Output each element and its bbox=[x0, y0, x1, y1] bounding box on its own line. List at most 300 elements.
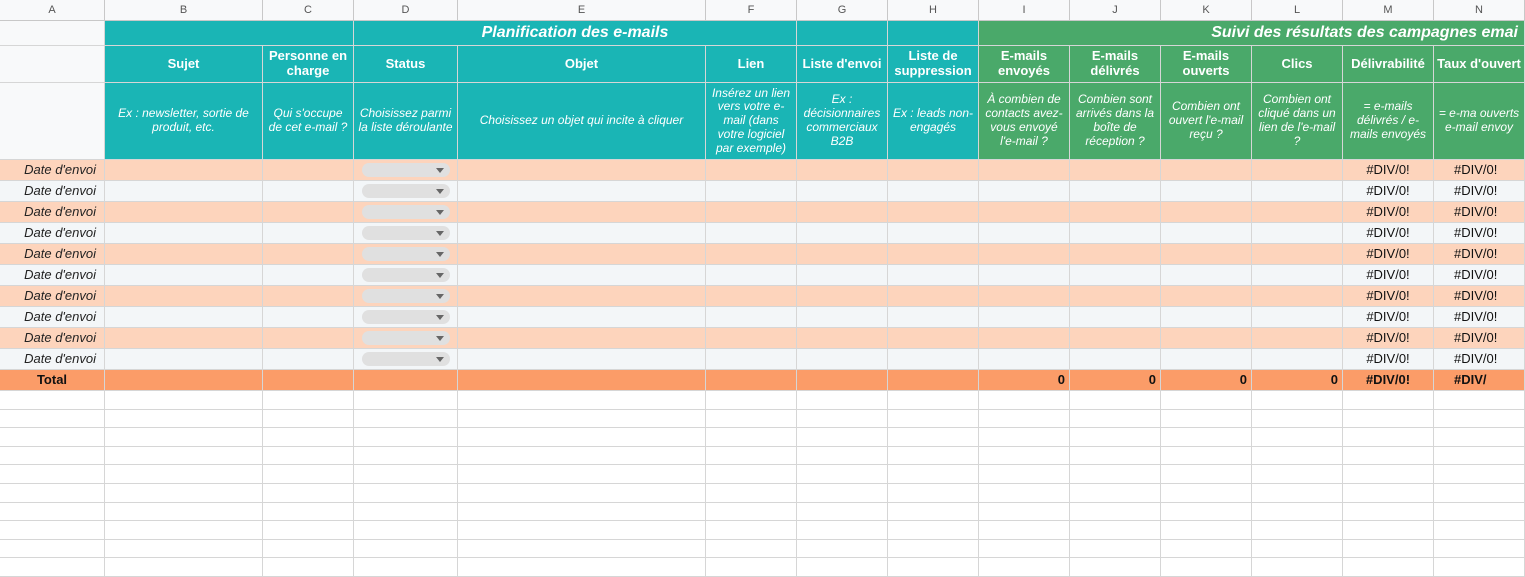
empty-cell[interactable] bbox=[354, 428, 458, 447]
empty-cell[interactable] bbox=[706, 521, 797, 540]
empty-cell[interactable] bbox=[1343, 410, 1434, 429]
column-header-C[interactable]: C bbox=[263, 0, 354, 21]
cell-deliverability[interactable]: #DIV/0! bbox=[1343, 307, 1434, 328]
column-header-K[interactable]: K bbox=[1161, 0, 1252, 21]
cell-owner[interactable] bbox=[263, 265, 354, 286]
column-header-E[interactable]: E bbox=[458, 0, 706, 21]
cell-send-list[interactable] bbox=[797, 307, 888, 328]
row-date-label[interactable]: Date d'envoi bbox=[0, 349, 105, 370]
empty-cell[interactable] bbox=[1161, 428, 1252, 447]
empty-cell[interactable] bbox=[105, 484, 263, 503]
cell-subject[interactable] bbox=[105, 349, 263, 370]
cell-link[interactable] bbox=[706, 181, 797, 202]
empty-cell[interactable] bbox=[354, 410, 458, 429]
empty-cell[interactable] bbox=[797, 558, 888, 577]
cell-object[interactable] bbox=[458, 328, 706, 349]
cell-link[interactable] bbox=[706, 286, 797, 307]
empty-cell[interactable] bbox=[105, 540, 263, 559]
column-header-G[interactable]: G bbox=[797, 0, 888, 21]
empty-cell[interactable] bbox=[1343, 521, 1434, 540]
cell-clicks[interactable] bbox=[1252, 265, 1343, 286]
cell-status[interactable] bbox=[354, 223, 458, 244]
empty-cell[interactable] bbox=[1161, 484, 1252, 503]
cell-subject[interactable] bbox=[105, 223, 263, 244]
cell-object[interactable] bbox=[458, 160, 706, 181]
empty-cell[interactable] bbox=[1070, 465, 1161, 484]
empty-cell[interactable] bbox=[263, 540, 354, 559]
cell-link[interactable] bbox=[706, 160, 797, 181]
cell-deliverability[interactable]: #DIV/0! bbox=[1343, 202, 1434, 223]
empty-cell[interactable] bbox=[1343, 391, 1434, 410]
cell-owner[interactable] bbox=[263, 307, 354, 328]
empty-cell[interactable] bbox=[458, 540, 706, 559]
total-cell[interactable] bbox=[797, 370, 888, 391]
empty-cell[interactable] bbox=[263, 503, 354, 522]
empty-cell[interactable] bbox=[1434, 503, 1525, 522]
row-date-label[interactable]: Date d'envoi bbox=[0, 265, 105, 286]
cell-clicks[interactable] bbox=[1252, 286, 1343, 307]
empty-cell[interactable] bbox=[979, 428, 1070, 447]
cell-emails-sent[interactable] bbox=[979, 202, 1070, 223]
empty-cell[interactable] bbox=[1434, 447, 1525, 466]
empty-cell[interactable] bbox=[1252, 428, 1343, 447]
empty-cell[interactable] bbox=[354, 540, 458, 559]
cell-open-rate[interactable]: #DIV/0! bbox=[1434, 244, 1525, 265]
empty-cell[interactable] bbox=[979, 465, 1070, 484]
row-label-cell[interactable] bbox=[0, 21, 105, 46]
cell-emails-opened[interactable] bbox=[1161, 244, 1252, 265]
row-date-label[interactable]: Date d'envoi bbox=[0, 202, 105, 223]
empty-cell[interactable] bbox=[706, 447, 797, 466]
empty-cell[interactable] bbox=[263, 521, 354, 540]
cell-suppression-list[interactable] bbox=[888, 202, 979, 223]
cell-clicks[interactable] bbox=[1252, 202, 1343, 223]
empty-cell[interactable] bbox=[1070, 558, 1161, 577]
empty-cell[interactable] bbox=[1343, 428, 1434, 447]
empty-cell[interactable] bbox=[888, 447, 979, 466]
column-header-L[interactable]: L bbox=[1252, 0, 1343, 21]
status-dropdown[interactable] bbox=[362, 226, 450, 240]
cell-clicks[interactable] bbox=[1252, 244, 1343, 265]
cell-emails-delivered[interactable] bbox=[1070, 307, 1161, 328]
empty-cell[interactable] bbox=[458, 428, 706, 447]
total-cell[interactable] bbox=[706, 370, 797, 391]
empty-cell[interactable] bbox=[1434, 521, 1525, 540]
empty-cell[interactable] bbox=[458, 465, 706, 484]
empty-cell[interactable] bbox=[1070, 484, 1161, 503]
empty-cell[interactable] bbox=[706, 410, 797, 429]
empty-cell[interactable] bbox=[0, 410, 105, 429]
cell-status[interactable] bbox=[354, 202, 458, 223]
cell-subject[interactable] bbox=[105, 202, 263, 223]
cell-open-rate[interactable]: #DIV/0! bbox=[1434, 160, 1525, 181]
empty-cell[interactable] bbox=[797, 410, 888, 429]
total-cell[interactable] bbox=[354, 370, 458, 391]
column-header-H[interactable]: H bbox=[888, 0, 979, 21]
column-header-N[interactable]: N bbox=[1434, 0, 1525, 21]
total-cell[interactable] bbox=[458, 370, 706, 391]
cell-status[interactable] bbox=[354, 328, 458, 349]
empty-cell[interactable] bbox=[1161, 503, 1252, 522]
empty-cell[interactable] bbox=[888, 465, 979, 484]
empty-cell[interactable] bbox=[979, 447, 1070, 466]
empty-cell[interactable] bbox=[263, 391, 354, 410]
empty-cell[interactable] bbox=[1070, 521, 1161, 540]
status-dropdown[interactable] bbox=[362, 247, 450, 261]
empty-cell[interactable] bbox=[1434, 428, 1525, 447]
empty-cell[interactable] bbox=[706, 465, 797, 484]
empty-cell[interactable] bbox=[105, 558, 263, 577]
cell-owner[interactable] bbox=[263, 328, 354, 349]
column-header-I[interactable]: I bbox=[979, 0, 1070, 21]
total-cell[interactable] bbox=[888, 370, 979, 391]
empty-cell[interactable] bbox=[1343, 558, 1434, 577]
cell-object[interactable] bbox=[458, 244, 706, 265]
cell-send-list[interactable] bbox=[797, 265, 888, 286]
empty-cell[interactable] bbox=[105, 391, 263, 410]
cell-subject[interactable] bbox=[105, 244, 263, 265]
empty-cell[interactable] bbox=[979, 540, 1070, 559]
cell-send-list[interactable] bbox=[797, 244, 888, 265]
empty-cell[interactable] bbox=[979, 503, 1070, 522]
column-header-A[interactable]: A bbox=[0, 0, 105, 21]
status-dropdown[interactable] bbox=[362, 163, 450, 177]
cell-emails-sent[interactable] bbox=[979, 349, 1070, 370]
cell-emails-delivered[interactable] bbox=[1070, 160, 1161, 181]
cell-status[interactable] bbox=[354, 265, 458, 286]
empty-cell[interactable] bbox=[105, 410, 263, 429]
empty-cell[interactable] bbox=[1161, 391, 1252, 410]
cell-open-rate[interactable]: #DIV/0! bbox=[1434, 181, 1525, 202]
cell-deliverability[interactable]: #DIV/0! bbox=[1343, 286, 1434, 307]
cell-emails-sent[interactable] bbox=[979, 223, 1070, 244]
cell-open-rate[interactable]: #DIV/0! bbox=[1434, 307, 1525, 328]
empty-cell[interactable] bbox=[105, 428, 263, 447]
cell-emails-opened[interactable] bbox=[1161, 202, 1252, 223]
empty-cell[interactable] bbox=[1070, 410, 1161, 429]
cell-object[interactable] bbox=[458, 202, 706, 223]
cell-emails-delivered[interactable] bbox=[1070, 328, 1161, 349]
empty-cell[interactable] bbox=[1434, 410, 1525, 429]
total-clicks[interactable]: 0 bbox=[1252, 370, 1343, 391]
empty-cell[interactable] bbox=[706, 558, 797, 577]
status-dropdown[interactable] bbox=[362, 268, 450, 282]
cell-clicks[interactable] bbox=[1252, 328, 1343, 349]
status-dropdown[interactable] bbox=[362, 205, 450, 219]
empty-cell[interactable] bbox=[797, 521, 888, 540]
empty-cell[interactable] bbox=[1434, 540, 1525, 559]
row-date-label[interactable]: Date d'envoi bbox=[0, 223, 105, 244]
empty-cell[interactable] bbox=[797, 540, 888, 559]
cell-deliverability[interactable]: #DIV/0! bbox=[1343, 181, 1434, 202]
status-dropdown[interactable] bbox=[362, 184, 450, 198]
empty-cell[interactable] bbox=[888, 484, 979, 503]
empty-cell[interactable] bbox=[0, 521, 105, 540]
empty-cell[interactable] bbox=[1434, 465, 1525, 484]
cell-emails-delivered[interactable] bbox=[1070, 286, 1161, 307]
empty-cell[interactable] bbox=[706, 391, 797, 410]
cell-deliverability[interactable]: #DIV/0! bbox=[1343, 244, 1434, 265]
row-date-label[interactable]: Date d'envoi bbox=[0, 328, 105, 349]
empty-cell[interactable] bbox=[354, 503, 458, 522]
empty-cell[interactable] bbox=[1343, 540, 1434, 559]
empty-cell[interactable] bbox=[0, 465, 105, 484]
cell-subject[interactable] bbox=[105, 286, 263, 307]
cell-owner[interactable] bbox=[263, 244, 354, 265]
empty-cell[interactable] bbox=[1252, 410, 1343, 429]
empty-cell[interactable] bbox=[1252, 503, 1343, 522]
cell-emails-opened[interactable] bbox=[1161, 286, 1252, 307]
cell-suppression-list[interactable] bbox=[888, 244, 979, 265]
cell-open-rate[interactable]: #DIV/0! bbox=[1434, 328, 1525, 349]
empty-cell[interactable] bbox=[706, 540, 797, 559]
empty-cell[interactable] bbox=[458, 447, 706, 466]
header-band-blank[interactable] bbox=[888, 21, 979, 46]
cell-send-list[interactable] bbox=[797, 223, 888, 244]
cell-emails-delivered[interactable] bbox=[1070, 181, 1161, 202]
empty-cell[interactable] bbox=[1434, 558, 1525, 577]
cell-owner[interactable] bbox=[263, 223, 354, 244]
cell-clicks[interactable] bbox=[1252, 223, 1343, 244]
empty-cell[interactable] bbox=[105, 465, 263, 484]
empty-cell[interactable] bbox=[1252, 391, 1343, 410]
empty-cell[interactable] bbox=[1161, 558, 1252, 577]
empty-cell[interactable] bbox=[1252, 540, 1343, 559]
column-header-D[interactable]: D bbox=[354, 0, 458, 21]
cell-emails-delivered[interactable] bbox=[1070, 349, 1161, 370]
empty-cell[interactable] bbox=[1070, 447, 1161, 466]
empty-cell[interactable] bbox=[888, 410, 979, 429]
cell-status[interactable] bbox=[354, 244, 458, 265]
empty-cell[interactable] bbox=[979, 410, 1070, 429]
row-date-label[interactable]: Date d'envoi bbox=[0, 181, 105, 202]
empty-cell[interactable] bbox=[0, 391, 105, 410]
cell-emails-opened[interactable] bbox=[1161, 181, 1252, 202]
empty-cell[interactable] bbox=[1161, 410, 1252, 429]
empty-cell[interactable] bbox=[0, 428, 105, 447]
column-header-M[interactable]: M bbox=[1343, 0, 1434, 21]
empty-cell[interactable] bbox=[1434, 484, 1525, 503]
cell-emails-delivered[interactable] bbox=[1070, 223, 1161, 244]
empty-cell[interactable] bbox=[263, 484, 354, 503]
total-emails-sent[interactable]: 0 bbox=[979, 370, 1070, 391]
cell-subject[interactable] bbox=[105, 181, 263, 202]
cell-emails-sent[interactable] bbox=[979, 244, 1070, 265]
cell-deliverability[interactable]: #DIV/0! bbox=[1343, 349, 1434, 370]
cell-emails-opened[interactable] bbox=[1161, 328, 1252, 349]
empty-cell[interactable] bbox=[354, 391, 458, 410]
empty-cell[interactable] bbox=[797, 503, 888, 522]
cell-clicks[interactable] bbox=[1252, 160, 1343, 181]
cell-object[interactable] bbox=[458, 349, 706, 370]
cell-owner[interactable] bbox=[263, 349, 354, 370]
status-dropdown[interactable] bbox=[362, 310, 450, 324]
cell-clicks[interactable] bbox=[1252, 307, 1343, 328]
cell-suppression-list[interactable] bbox=[888, 349, 979, 370]
empty-cell[interactable] bbox=[888, 540, 979, 559]
cell-suppression-list[interactable] bbox=[888, 307, 979, 328]
cell-subject[interactable] bbox=[105, 160, 263, 181]
empty-cell[interactable] bbox=[1070, 503, 1161, 522]
cell-link[interactable] bbox=[706, 202, 797, 223]
cell-emails-sent[interactable] bbox=[979, 328, 1070, 349]
cell-emails-delivered[interactable] bbox=[1070, 244, 1161, 265]
empty-cell[interactable] bbox=[1252, 558, 1343, 577]
empty-cell[interactable] bbox=[1070, 391, 1161, 410]
cell-subject[interactable] bbox=[105, 307, 263, 328]
empty-cell[interactable] bbox=[458, 503, 706, 522]
empty-cell[interactable] bbox=[458, 391, 706, 410]
empty-cell[interactable] bbox=[0, 484, 105, 503]
empty-cell[interactable] bbox=[263, 428, 354, 447]
empty-cell[interactable] bbox=[105, 521, 263, 540]
cell-send-list[interactable] bbox=[797, 286, 888, 307]
empty-cell[interactable] bbox=[979, 484, 1070, 503]
empty-cell[interactable] bbox=[979, 558, 1070, 577]
row-label-cell[interactable] bbox=[0, 83, 105, 160]
cell-owner[interactable] bbox=[263, 160, 354, 181]
empty-cell[interactable] bbox=[105, 503, 263, 522]
empty-cell[interactable] bbox=[797, 484, 888, 503]
empty-cell[interactable] bbox=[1070, 540, 1161, 559]
cell-suppression-list[interactable] bbox=[888, 265, 979, 286]
empty-cell[interactable] bbox=[0, 558, 105, 577]
cell-send-list[interactable] bbox=[797, 160, 888, 181]
empty-cell[interactable] bbox=[797, 447, 888, 466]
empty-cell[interactable] bbox=[354, 465, 458, 484]
cell-emails-opened[interactable] bbox=[1161, 223, 1252, 244]
cell-suppression-list[interactable] bbox=[888, 160, 979, 181]
cell-suppression-list[interactable] bbox=[888, 181, 979, 202]
cell-object[interactable] bbox=[458, 307, 706, 328]
row-date-label[interactable]: Date d'envoi bbox=[0, 307, 105, 328]
total-deliverability[interactable]: #DIV/0! bbox=[1343, 370, 1434, 391]
cell-deliverability[interactable]: #DIV/0! bbox=[1343, 328, 1434, 349]
empty-cell[interactable] bbox=[354, 558, 458, 577]
cell-emails-sent[interactable] bbox=[979, 265, 1070, 286]
empty-cell[interactable] bbox=[979, 521, 1070, 540]
cell-emails-delivered[interactable] bbox=[1070, 202, 1161, 223]
empty-cell[interactable] bbox=[1343, 465, 1434, 484]
cell-emails-opened[interactable] bbox=[1161, 307, 1252, 328]
cell-open-rate[interactable]: #DIV/0! bbox=[1434, 223, 1525, 244]
cell-object[interactable] bbox=[458, 265, 706, 286]
total-open-rate[interactable]: #DIV/ bbox=[1434, 370, 1525, 391]
empty-cell[interactable] bbox=[354, 447, 458, 466]
total-cell[interactable] bbox=[263, 370, 354, 391]
cell-send-list[interactable] bbox=[797, 328, 888, 349]
empty-cell[interactable] bbox=[1343, 503, 1434, 522]
row-date-label[interactable]: Date d'envoi bbox=[0, 160, 105, 181]
cell-send-list[interactable] bbox=[797, 349, 888, 370]
empty-cell[interactable] bbox=[458, 410, 706, 429]
cell-status[interactable] bbox=[354, 181, 458, 202]
cell-open-rate[interactable]: #DIV/0! bbox=[1434, 265, 1525, 286]
cell-object[interactable] bbox=[458, 181, 706, 202]
cell-link[interactable] bbox=[706, 223, 797, 244]
column-header-J[interactable]: J bbox=[1070, 0, 1161, 21]
row-date-label[interactable]: Date d'envoi bbox=[0, 244, 105, 265]
cell-status[interactable] bbox=[354, 286, 458, 307]
empty-cell[interactable] bbox=[105, 447, 263, 466]
cell-object[interactable] bbox=[458, 286, 706, 307]
cell-suppression-list[interactable] bbox=[888, 223, 979, 244]
cell-status[interactable] bbox=[354, 307, 458, 328]
empty-cell[interactable] bbox=[1252, 484, 1343, 503]
status-dropdown[interactable] bbox=[362, 352, 450, 366]
empty-cell[interactable] bbox=[1252, 521, 1343, 540]
column-header-B[interactable]: B bbox=[105, 0, 263, 21]
empty-cell[interactable] bbox=[354, 484, 458, 503]
empty-cell[interactable] bbox=[263, 465, 354, 484]
total-emails-opened[interactable]: 0 bbox=[1161, 370, 1252, 391]
row-date-label[interactable]: Date d'envoi bbox=[0, 286, 105, 307]
cell-deliverability[interactable]: #DIV/0! bbox=[1343, 265, 1434, 286]
empty-cell[interactable] bbox=[888, 503, 979, 522]
header-band-blank[interactable] bbox=[797, 21, 888, 46]
cell-send-list[interactable] bbox=[797, 202, 888, 223]
cell-emails-opened[interactable] bbox=[1161, 160, 1252, 181]
empty-cell[interactable] bbox=[1161, 540, 1252, 559]
empty-cell[interactable] bbox=[1070, 428, 1161, 447]
cell-deliverability[interactable]: #DIV/0! bbox=[1343, 160, 1434, 181]
empty-cell[interactable] bbox=[1161, 521, 1252, 540]
empty-cell[interactable] bbox=[706, 428, 797, 447]
empty-cell[interactable] bbox=[706, 503, 797, 522]
cell-clicks[interactable] bbox=[1252, 181, 1343, 202]
empty-cell[interactable] bbox=[0, 503, 105, 522]
empty-cell[interactable] bbox=[1434, 391, 1525, 410]
empty-cell[interactable] bbox=[1252, 447, 1343, 466]
cell-subject[interactable] bbox=[105, 328, 263, 349]
empty-cell[interactable] bbox=[263, 447, 354, 466]
cell-link[interactable] bbox=[706, 307, 797, 328]
status-dropdown[interactable] bbox=[362, 289, 450, 303]
empty-cell[interactable] bbox=[888, 558, 979, 577]
empty-cell[interactable] bbox=[1343, 447, 1434, 466]
empty-cell[interactable] bbox=[263, 410, 354, 429]
empty-cell[interactable] bbox=[797, 391, 888, 410]
cell-open-rate[interactable]: #DIV/0! bbox=[1434, 286, 1525, 307]
cell-open-rate[interactable]: #DIV/0! bbox=[1434, 202, 1525, 223]
cell-link[interactable] bbox=[706, 244, 797, 265]
cell-emails-sent[interactable] bbox=[979, 307, 1070, 328]
cell-open-rate[interactable]: #DIV/0! bbox=[1434, 349, 1525, 370]
cell-link[interactable] bbox=[706, 265, 797, 286]
cell-suppression-list[interactable] bbox=[888, 328, 979, 349]
cell-emails-sent[interactable] bbox=[979, 286, 1070, 307]
empty-cell[interactable] bbox=[797, 465, 888, 484]
empty-cell[interactable] bbox=[0, 540, 105, 559]
empty-cell[interactable] bbox=[888, 428, 979, 447]
empty-cell[interactable] bbox=[888, 521, 979, 540]
empty-cell[interactable] bbox=[458, 558, 706, 577]
cell-deliverability[interactable]: #DIV/0! bbox=[1343, 223, 1434, 244]
empty-cell[interactable] bbox=[1161, 447, 1252, 466]
empty-cell[interactable] bbox=[706, 484, 797, 503]
empty-cell[interactable] bbox=[458, 521, 706, 540]
column-header-F[interactable]: F bbox=[706, 0, 797, 21]
cell-emails-sent[interactable] bbox=[979, 181, 1070, 202]
cell-subject[interactable] bbox=[105, 265, 263, 286]
cell-object[interactable] bbox=[458, 223, 706, 244]
header-band-blank[interactable] bbox=[105, 21, 354, 46]
empty-cell[interactable] bbox=[0, 447, 105, 466]
empty-cell[interactable] bbox=[1343, 484, 1434, 503]
empty-cell[interactable] bbox=[979, 391, 1070, 410]
cell-owner[interactable] bbox=[263, 181, 354, 202]
cell-suppression-list[interactable] bbox=[888, 286, 979, 307]
